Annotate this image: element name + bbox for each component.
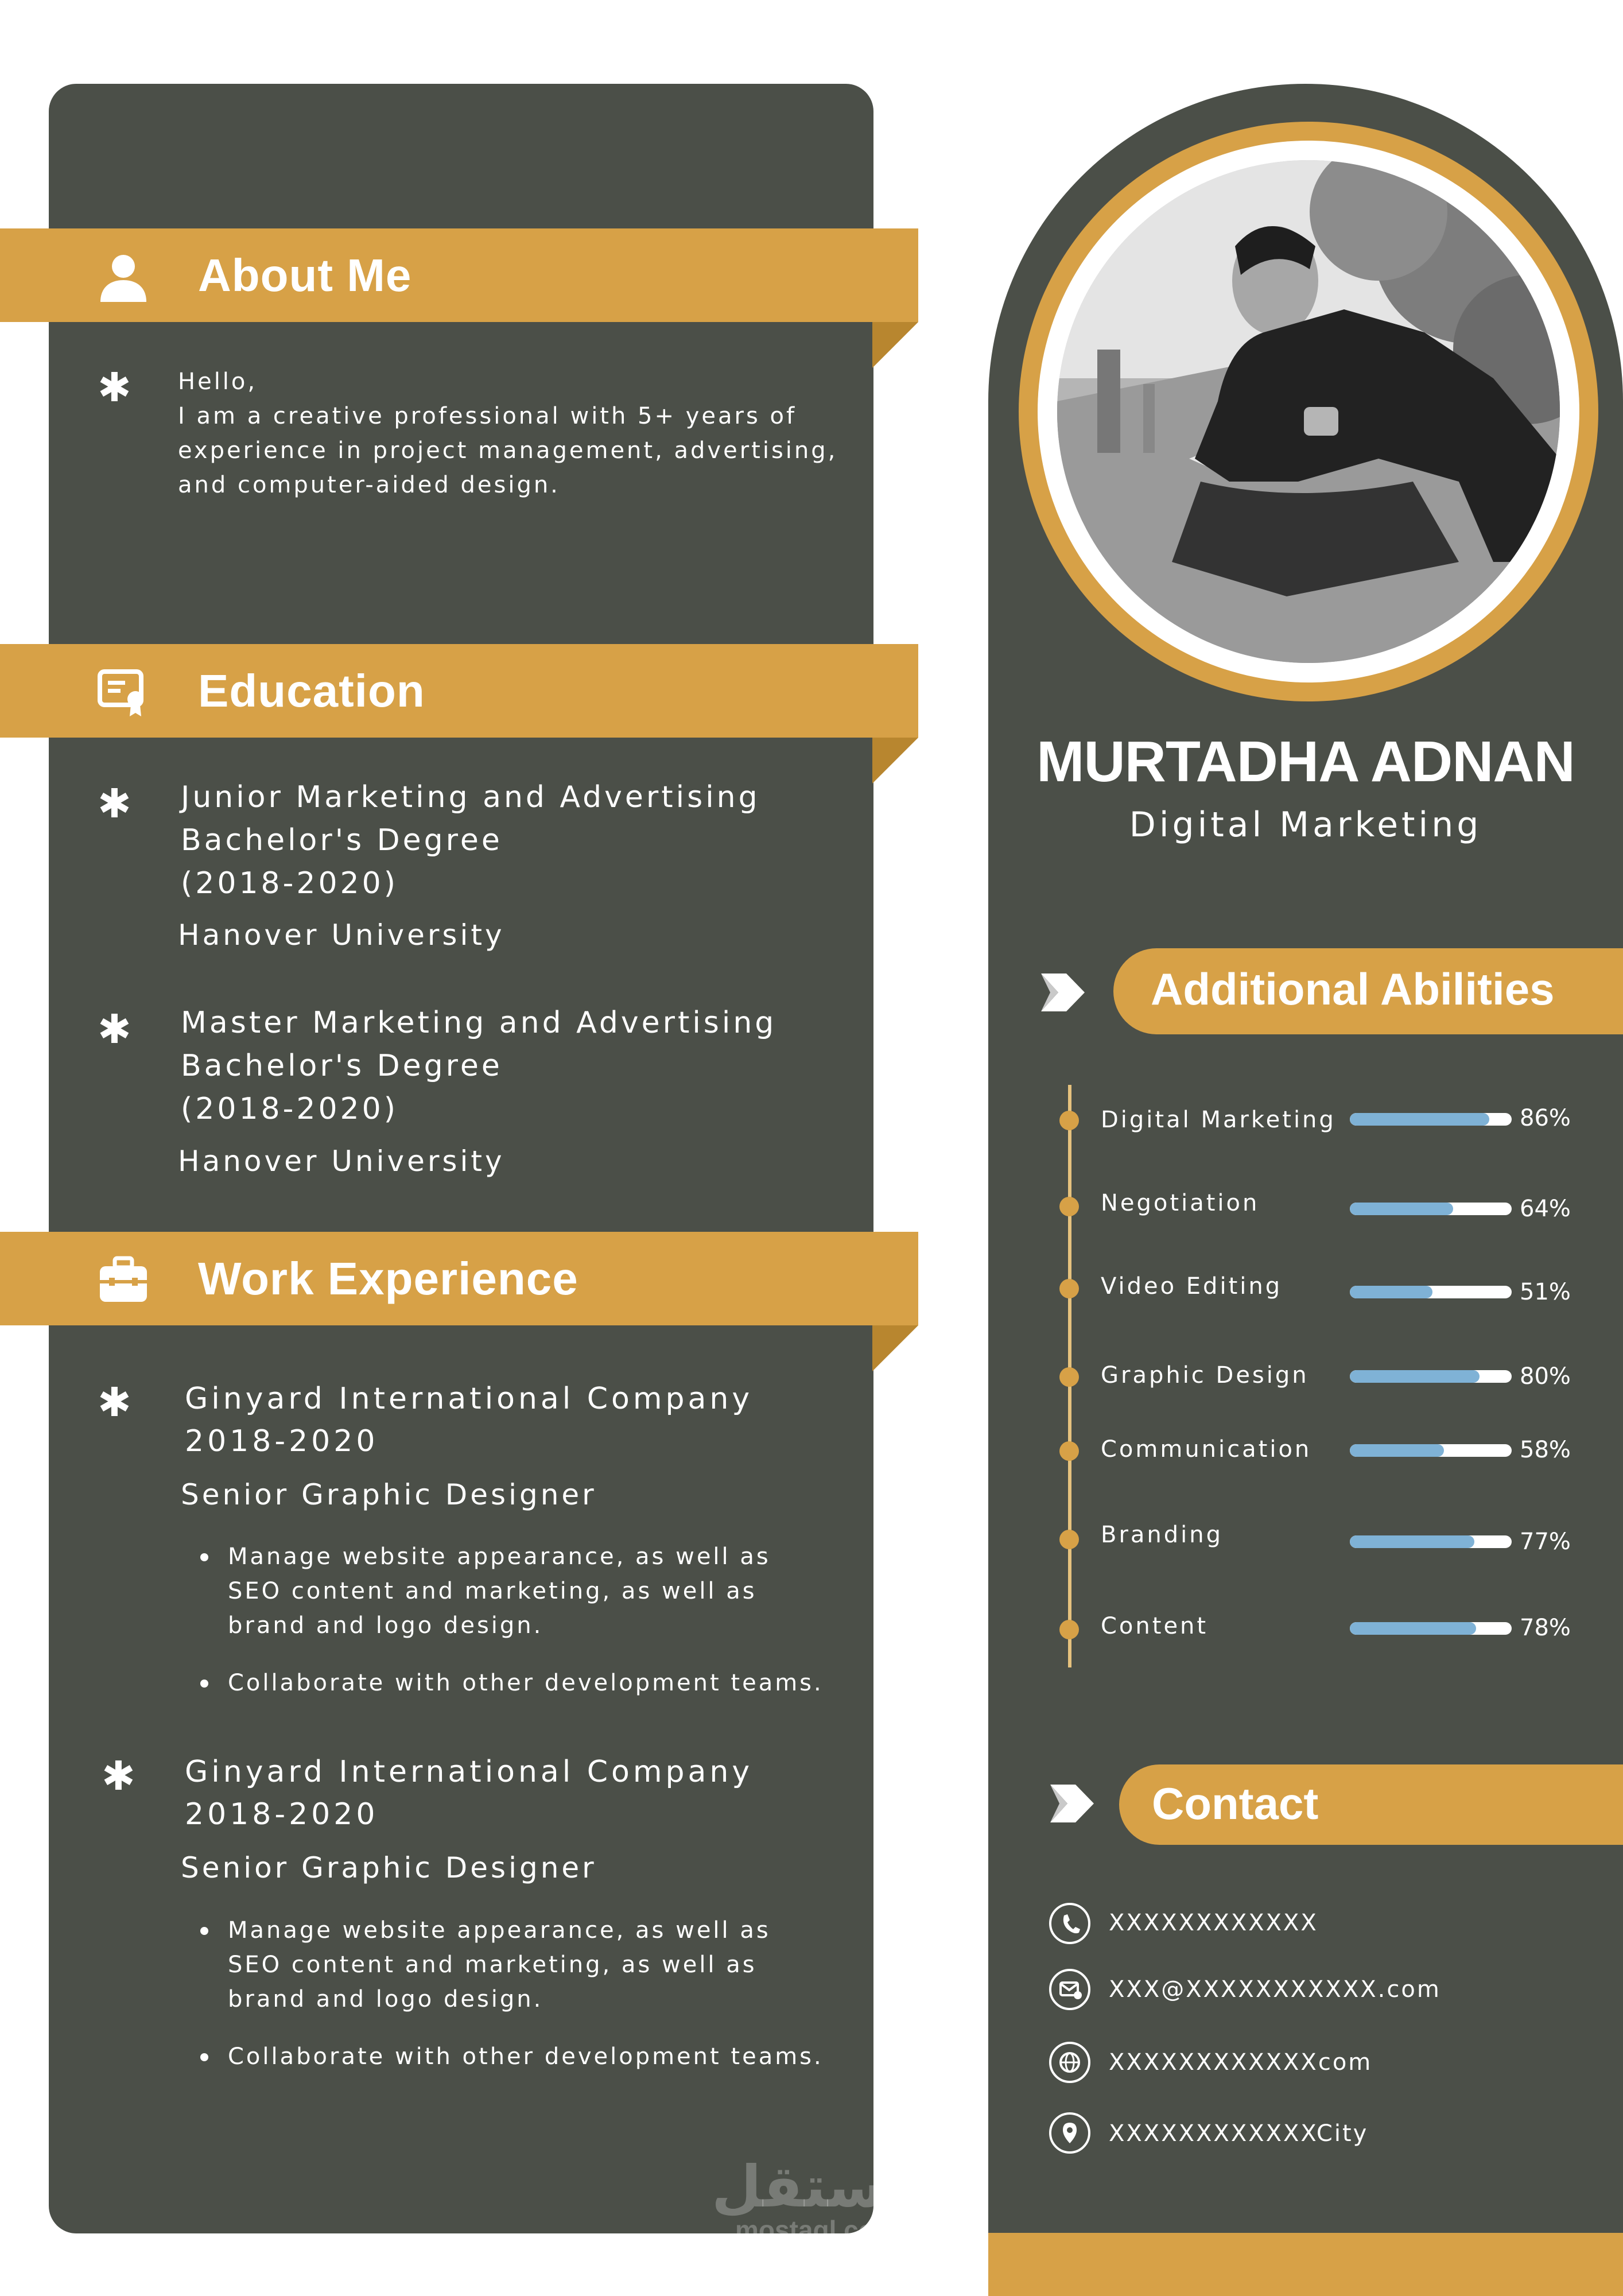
education-heading: Education (198, 665, 425, 716)
skill-bar-fill (1350, 1203, 1453, 1215)
skill-bar (1350, 1113, 1512, 1126)
skill-bar-fill (1350, 1535, 1474, 1548)
watermark-latin: mostaql.com (735, 2215, 898, 2245)
list-item: Manage website appearance, as well as SEO content and marketing, as well as brand and logo design. (228, 1913, 825, 2016)
university: Hanover University (178, 1145, 505, 1178)
watermark (712, 2153, 922, 2245)
chevron-right-icon (1039, 971, 1087, 1014)
education-entry-2 (181, 1002, 841, 1131)
skill-percent: 78% (1520, 1615, 1571, 1641)
skill-bar (1350, 1286, 1512, 1298)
watermark-arabic: مستقل (712, 2153, 922, 2220)
profile-name: MURTADHA ADNAN (1036, 730, 1575, 794)
job-role: Senior Graphic Designer (181, 1851, 597, 1884)
skill-bar-fill (1350, 1444, 1444, 1457)
degree-line: Master Marketing and Advertising (181, 1006, 777, 1040)
contact-location: XXXXXXXXXXXXCity (1109, 2120, 1369, 2147)
contact-phone[interactable]: XXXXXXXXXXXX (1109, 1910, 1318, 1936)
abilities-heading: Additional Abilities (1151, 964, 1555, 1014)
skill-bar-fill (1350, 1370, 1480, 1383)
degree-line: (2018-2020) (181, 866, 399, 901)
about-banner (0, 228, 918, 322)
bottom-accent-bar (988, 2233, 1623, 2296)
about-text (178, 364, 838, 502)
about-line: and computer-aided design. (178, 472, 560, 498)
contact-heading: Contact (1152, 1778, 1319, 1829)
skill-name: Video Editing (1101, 1273, 1283, 1300)
asterisk-icon: ✱ (98, 364, 131, 411)
skill-dot (1059, 1441, 1079, 1461)
skill-dot (1059, 1197, 1079, 1216)
education-entry-1 (181, 776, 841, 905)
skill-percent: 77% (1520, 1529, 1571, 1555)
degree-line: (2018-2020) (181, 1092, 399, 1126)
skill-dot (1059, 1620, 1079, 1639)
certificate-icon (98, 666, 149, 718)
asterisk-icon: ✱ (98, 1006, 131, 1053)
about-line: I am a creative professional with 5+ years of (178, 403, 797, 429)
phone-icon (1049, 1903, 1090, 1944)
skill-bar (1350, 1370, 1512, 1383)
skill-percent: 64% (1520, 1196, 1571, 1222)
skill-dot (1059, 1367, 1079, 1387)
skill-dot (1059, 1530, 1079, 1549)
briefcase-icon (98, 1254, 149, 1305)
list-item: Manage website appearance, as well as SEO content and marketing, as well as brand and logo design. (228, 1539, 825, 1643)
skill-bar (1350, 1535, 1512, 1548)
skill-percent: 80% (1520, 1363, 1571, 1390)
globe-icon (1049, 2042, 1090, 2083)
skill-bar-fill (1350, 1622, 1476, 1635)
profile-title: Digital Marketing (1129, 805, 1482, 845)
company-name: Ginyard International Company (185, 1755, 754, 1789)
profile-photo (1057, 160, 1560, 663)
contact-website[interactable]: XXXXXXXXXXXXcom (1109, 2049, 1373, 2076)
work-entry-1-header (185, 1378, 845, 1463)
list-item: Collaborate with other development teams. (228, 1666, 825, 1700)
skill-bar-fill (1350, 1286, 1432, 1298)
skill-bar (1350, 1203, 1512, 1215)
skill-name: Branding (1101, 1522, 1223, 1548)
about-heading: About Me (198, 250, 412, 301)
degree-line: Junior Marketing and Advertising (181, 780, 760, 815)
work-heading: Work Experience (198, 1253, 578, 1304)
skill-bar (1350, 1622, 1512, 1635)
skill-bar-fill (1350, 1113, 1489, 1126)
skill-percent: 51% (1520, 1279, 1571, 1305)
work-years: 2018-2020 (185, 1797, 379, 1832)
skill-bar (1350, 1444, 1512, 1457)
work-banner (0, 1232, 918, 1325)
skill-dot (1059, 1279, 1079, 1298)
university: Hanover University (178, 918, 505, 952)
profile-photo-image (1057, 160, 1560, 663)
skill-dot (1059, 1111, 1079, 1130)
skill-name: Content (1101, 1613, 1209, 1639)
user-icon (98, 250, 149, 302)
list-item: Collaborate with other development teams. (228, 2039, 825, 2074)
work-banner-fold (872, 1325, 918, 1371)
skill-name: Communication (1101, 1436, 1312, 1463)
degree-line: Bachelor's Degree (181, 1049, 503, 1083)
work-entry-2-header (185, 1751, 845, 1836)
skill-name: Negotiation (1101, 1190, 1260, 1216)
skill-percent: 86% (1520, 1105, 1571, 1131)
skill-name: Digital Marketing (1101, 1107, 1336, 1133)
asterisk-icon: ✱ (98, 1379, 131, 1426)
degree-line: Bachelor's Degree (181, 823, 503, 858)
skill-percent: 58% (1520, 1437, 1571, 1463)
about-line: experience in project management, advertising, (178, 437, 838, 464)
education-banner (0, 644, 918, 738)
location-pin-icon (1049, 2112, 1090, 2154)
asterisk-icon: ✱ (102, 1752, 135, 1799)
email-icon (1049, 1969, 1090, 2010)
chevron-right-icon (1048, 1782, 1096, 1825)
company-name: Ginyard International Company (185, 1382, 754, 1416)
education-banner-fold (872, 738, 918, 784)
about-line: Hello, (178, 369, 258, 395)
asterisk-icon: ✱ (98, 780, 131, 827)
work-years: 2018-2020 (185, 1424, 379, 1459)
skill-name: Graphic Design (1101, 1362, 1309, 1389)
about-banner-fold (872, 322, 918, 368)
contact-email[interactable]: XXX@XXXXXXXXXXX.com (1109, 1976, 1441, 2003)
work-entry-2-bullets (228, 1913, 825, 2097)
work-entry-1-bullets (228, 1539, 825, 1723)
job-role: Senior Graphic Designer (181, 1478, 597, 1511)
